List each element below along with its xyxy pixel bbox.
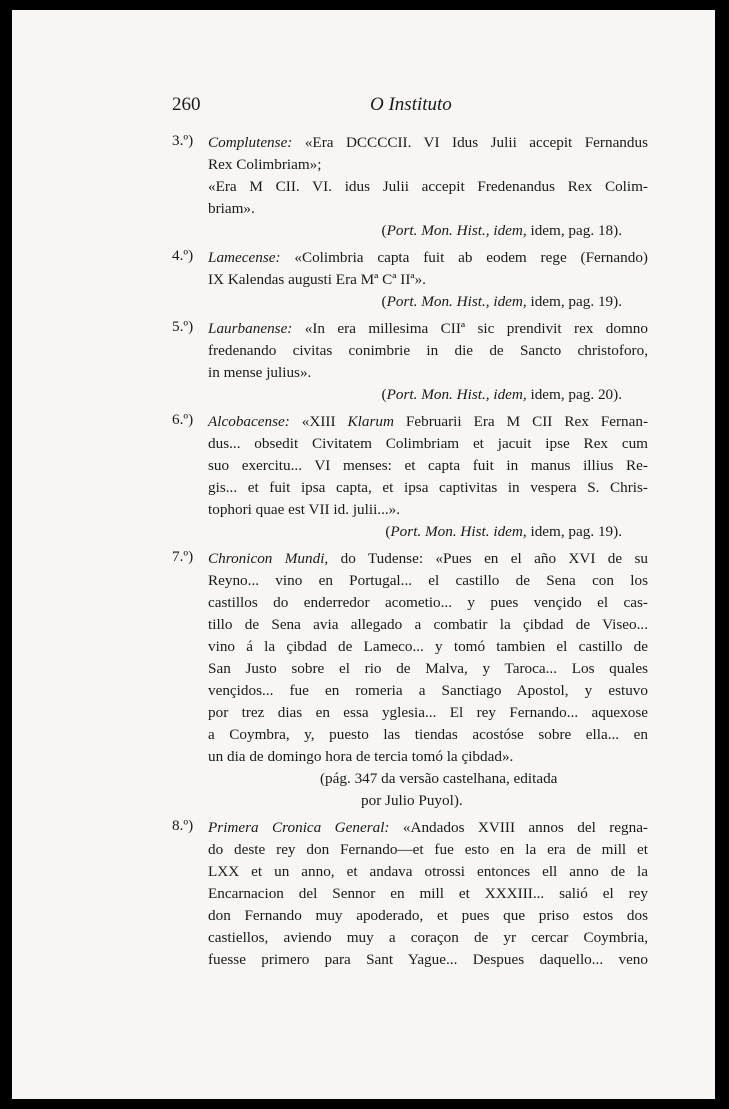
citation: (Port. Mon. Hist. idem, idem, pag. 19).: [385, 523, 622, 540]
source-name: Complutense:: [208, 134, 293, 151]
entry-number: 5.º): [172, 318, 194, 335]
page-header: [12, 94, 715, 118]
entry-alcobacense: 6.º) Alcobacense: «XIII Klarum Februarii Era M CII Rex Fernan- dus... obsedit Civitatem Colimbriam et jacuit ipse Rex cum suo exercitu... VI menses: et capta fuit in manus illius Re- gis... et fuit ipsa capta, et ipsa captivitas in vespera S. Chris- tophori quae est VII id. julii...». (Port. Mon. Hist. idem, idem, pag. 19).: [208, 411, 648, 543]
entry-number: 6.º): [172, 411, 194, 428]
source-name: Laurbanense:: [208, 320, 293, 337]
entry-chronicon-mundi: 7.º) Chronicon Mundi, do Tudense: «Pues en el año XVI de su Reyno... vino en Portugal... el castillo de Sena con los castillos do enderredor acometio... y pues vençido el cas- tillo de Sena avia allegado a combatir la çibdad de Viseo... vino á la çibdad de Lameco... y tomó tambien el castillo de San Justo sobre el rio de Malva, y Taroca... Los quales vençidos... fue en romeria a Sanctiago Apostol, y estuvo por trez dias en essa yglesia... El rey Fernando... aquexose a Coymbra, y, puesto las tiendas acostóse sobre ella... en un dia de domingo hora de tercia tomó la çibdad». (pág. 347 da versão castelhana, editada por Julio Puyol).: [208, 548, 648, 812]
source-name: Lamecense:: [208, 249, 281, 266]
citation: (Port. Mon. Hist., idem, idem, pag. 18).: [381, 222, 622, 239]
page-number: 260: [172, 94, 201, 115]
page-body: [172, 132, 648, 976]
source-name: Chronicon Mundi,: [208, 550, 329, 567]
source-name: Primera Cronica General:: [208, 819, 390, 836]
citation: (Port. Mon. Hist., idem, idem, pag. 19).: [381, 293, 622, 310]
entry-lamecense: 4.º) Lamecense: «Colimbria capta fuit ab eodem rege (Fernando) IX Kalendas augusti Era Mª Cª IIª». (Port. Mon. Hist., idem, idem, pag. 19).: [208, 247, 648, 313]
citation-continued: por Julio Puyol).: [361, 792, 463, 809]
book-page: [12, 10, 715, 1099]
entry-primera-cronica: 8.º) Primera Cronica General: «Andados XVIII annos del regna- do deste rey don Fernando—et fue esto en la era de mill et LXX et un anno, et andava otrossi entonces ell anno de la Encarnacion del Sennor en mill et XXXIII... salió el rey don Fernando muy apoderado, et pues que priso estos dos castiellos, aviendo muy a coraçon de yr cercar Coymbria, fuesse primero para Sant Yague... Despues daquello... veno: [172, 817, 648, 968]
entry-laurbanense: 5.º) Laurbanense: «In era millesima CIIª sic prendivit rex domno fredenando civitas conimbrie in die de Sancto christoforo, in mense julius». (Port. Mon. Hist., idem, idem, pag. 20).: [208, 318, 648, 406]
entry-number: 3.º): [172, 132, 194, 149]
entry-number: 4.º): [172, 247, 194, 264]
entry-number: 8.º): [172, 817, 194, 834]
entry-complutense: 3.º) Complutense: «Era DCCCCII. VI Idus Julii accepit Fernandus Rex Colimbriam»; «Era M CII. VI. idus Julii accepit Fredenandus Rex Colim- briam». (Port. Mon. Hist., idem, idem, pag. 18).: [208, 132, 648, 242]
source-name: Alcobacense:: [208, 413, 290, 430]
entry-number: 7.º): [172, 548, 194, 565]
running-title: O Instituto: [370, 94, 452, 115]
citation: (pág. 347 da versão castelhana, editada: [320, 770, 558, 787]
citation: (Port. Mon. Hist., idem, idem, pag. 20).: [381, 386, 622, 403]
